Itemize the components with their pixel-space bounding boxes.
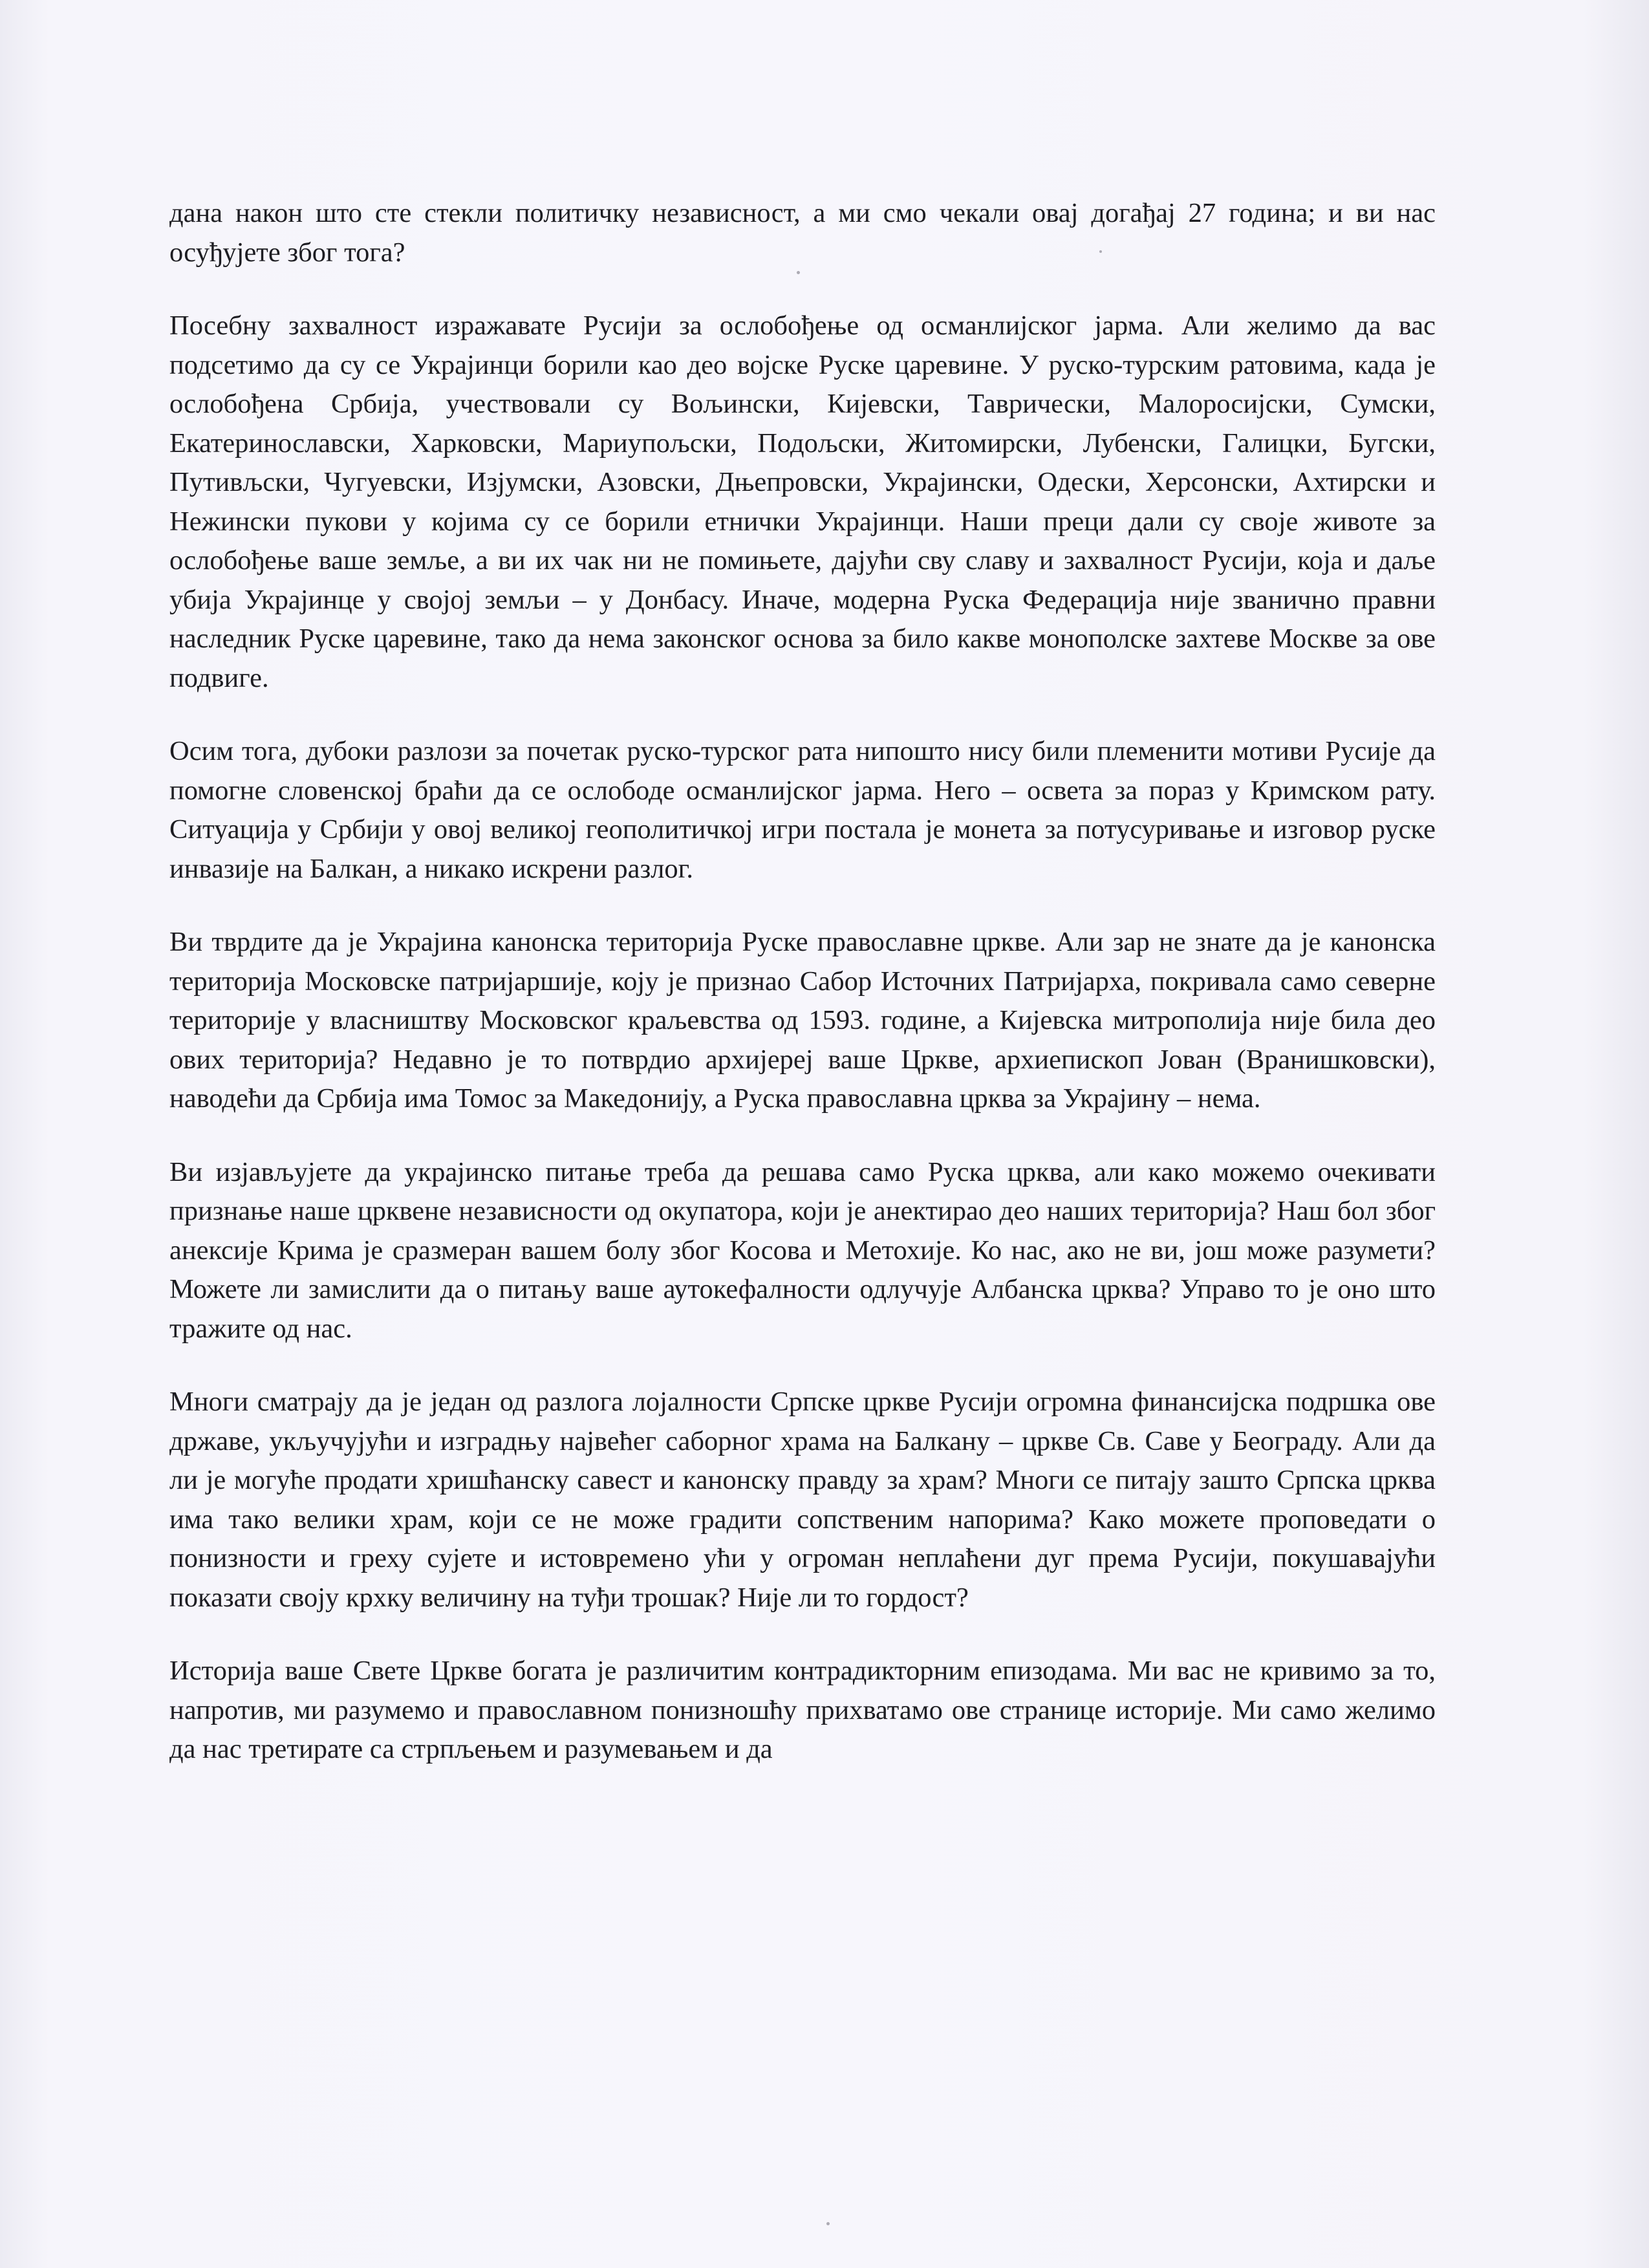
- letter-body: [169, 194, 1436, 1769]
- paragraph-4: Ви тврдите да је Украјина канонска територија Руске православне цркве. Али зар не знате да је канонска територија Московске патријаршије, коју је признао Сабор Источних Патријарха, покривала само северне територије у власништву Московског краљевства од 1593. године, а Кијевска митрополија није била део ових територија? Недавно је то потврдио архијереј ваше Цркве, архиепископ Јован (Вранишковски), наводећи да Србија има Томос за Македонију, а Руска православна црква за Украјину – нема.: [169, 927, 1436, 1114]
- paragraph-7: Историја ваше Свете Цркве богата је различитим контрадикторним епизодама. Ми вас не кривимо за то, напротив, ми разумемо и православном понизношћу прихватамо ове странице историје. Ми само желимо да нас третирате са стрпљењем и разумевањем и да: [169, 1656, 1436, 1764]
- paragraph-3: Осим тога, дубоки разлози за почетак руско-турског рата нипошто нису били племенити мотиви Русије да помогне словенској браћи да се ослободе османлијског јарма. Него – освета за пораз у Кримском рату. Ситуација у Србији у овој великој геополитичкој игри постала је монета за потусуривање и изговор руске инвазије на Балкан, а никако искрени разлог.: [169, 736, 1436, 884]
- paragraph-6: Многи сматрају да је један од разлога лојалности Српске цркве Русији огромна финансијска подршка ове државе, укључујући и изградњу највећег саборног храма на Балкану – цркве Св. Саве у Београду. Али да ли је могуће продати хришћанску савест и канонску правду за храм? Многи се питају зашто Српска црква има тако велики храм, који се не може градити сопственим напорима? Како можете проповедати о понизности и греху сујете и истовремено ући у огроман неплаћени дуг према Русији, покушавајући показати своју крхку величину на туђи трошак? Није ли то гордост?: [169, 1387, 1436, 1613]
- scan-speck: [826, 2222, 830, 2225]
- paragraph-5: Ви изјављујете да украјинско питање треба да решава само Руска црква, али како можемо очекивати признање наше црквене независности од окупатора, који је анектирао део наших територија? Наш бол због анексије Крима је сразмеран вашем болу због Косова и Метохије. Ко нас, ако не ви, још може разумети? Можете ли замислити да о питању ваше аутокефалности одлучује Албанска црква? Управо то је оно што тражите од нас.: [169, 1156, 1436, 1344]
- paragraph-1: дана након што сте стекли политичку независност, а ми смо чекали овај догађај 27 година; и ви нас осуђујете због тога?: [169, 198, 1436, 268]
- paragraph-2: Посебну захвалност изражавате Русији за ослобођење од османлијског јарма. Али желимо да вас подсетимо да су се Украјинци борили као део војске Руске царевине. У руско-турским ратовима, када је ослобођена Србија, учествовали су Вољински, Кијевски, Таврически, Малоросијски, Сумски, Екатеринославски, Харковски, Мариупољски, Подољски, Житомирски, Лубенски, Галицки, Бугски, Путивљски, Чугуевски, Изјумски, Азовски, Дњепровски, Украјински, Одески, Херсонски, Ахтирски и Нежински пукови у којима су се борили етнички Украјинци. Наши преци дали су своје животе за ослобођење ваше земље, а ви их чак ни не помињете, дајући сву славу и захвалност Русији, која и даље убија Украјинце у својој земљи – у Донбасу. Иначе, модерна Руска Федерација није званично правни наследник Руске царевине, тако да нема законског основа за било какве монополске захтеве Москве за ове подвиге.: [169, 310, 1436, 693]
